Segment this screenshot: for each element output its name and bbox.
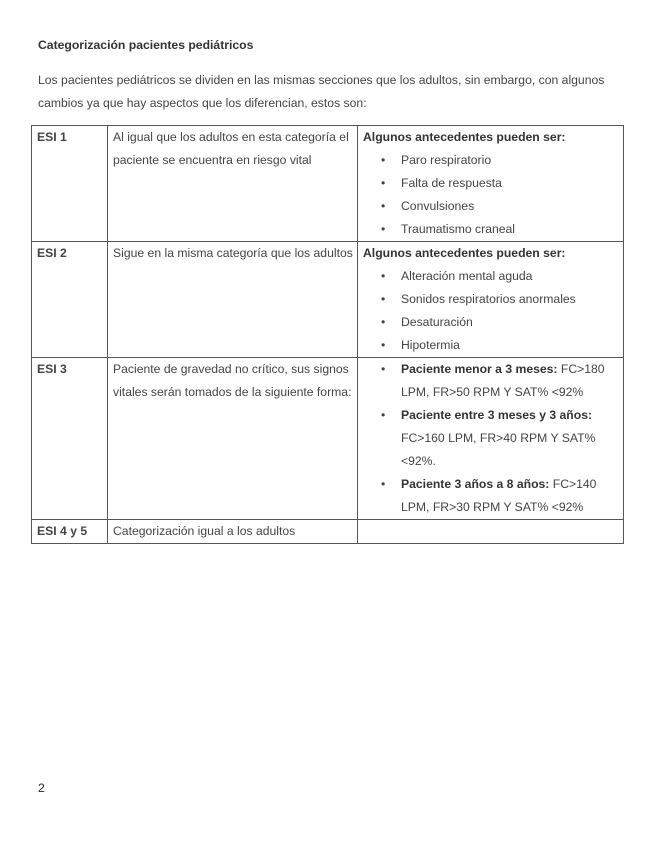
- list-item: [363, 358, 619, 404]
- antecedents-title: Algunos antecedentes pueden ser:: [363, 246, 566, 260]
- table-row: [32, 358, 624, 520]
- list-item: • Desaturación: [363, 311, 619, 334]
- esi-antecedents-empty: [358, 520, 624, 544]
- page-number: 2: [38, 781, 45, 795]
- antecedents-list: [363, 265, 619, 357]
- table-row: [32, 126, 624, 242]
- bullet-icon: •: [381, 408, 386, 422]
- list-item: [363, 404, 619, 473]
- list-item: • Alteración mental aguda: [363, 265, 619, 288]
- page-title: Categorización pacientes pediátricos: [38, 38, 254, 52]
- list-item: [363, 473, 619, 519]
- esi-level: ESI 2: [32, 242, 108, 358]
- list-item: • Traumatismo craneal: [363, 218, 619, 241]
- intro-paragraph: Los pacientes pediátricos se dividen en las mismas secciones que los adultos, sin embargo, con algunos cambios ya que hay aspectos que los diferencian, estos son:: [38, 73, 605, 110]
- esi-description: Al igual que los adultos en esta categoría el paciente se encuentra en riesgo vital: [108, 126, 358, 242]
- vitals-value: FC>140 LPM, FR>30 RPM Y SAT% <92%: [401, 477, 597, 514]
- table-row: [32, 520, 624, 544]
- list-item: • Sonidos respiratorios anormales: [363, 288, 619, 311]
- bullet-icon: •: [381, 338, 386, 352]
- list-item: • Paro respiratorio: [363, 149, 619, 172]
- bullet-icon: •: [381, 269, 386, 283]
- list-item: • Convulsiones: [363, 195, 619, 218]
- vitals-label: Paciente menor a 3 meses:: [401, 362, 558, 376]
- table-row: [32, 242, 624, 358]
- list-item: • Falta de respuesta: [363, 172, 619, 195]
- esi-table: [31, 125, 624, 544]
- esi-level: ESI 1: [32, 126, 108, 242]
- esi-level: ESI 4 y 5: [32, 520, 108, 544]
- bullet-icon: •: [381, 477, 386, 491]
- esi-antecedents: [358, 242, 624, 358]
- bullet-icon: •: [381, 176, 386, 190]
- vitals-label: Paciente 3 años a 8 años:: [401, 477, 550, 491]
- bullet-icon: •: [381, 362, 386, 376]
- bullet-icon: •: [381, 199, 386, 213]
- bullet-icon: •: [381, 315, 386, 329]
- vitals-label: Paciente entre 3 meses y 3 años:: [401, 408, 593, 422]
- esi-antecedents: [358, 126, 624, 242]
- esi-description: Paciente de gravedad no crítico, sus signos vitales serán tomados de la siguiente forma:: [108, 358, 358, 520]
- esi-vitals: [358, 358, 624, 520]
- vitals-value: FC>180 LPM, FR>50 RPM Y SAT% <92%: [401, 362, 605, 399]
- bullet-icon: •: [381, 222, 386, 236]
- esi-level: ESI 3: [32, 358, 108, 520]
- bullet-icon: •: [381, 153, 386, 167]
- esi-description: Sigue en la misma categoría que los adultos: [108, 242, 358, 358]
- vitals-list: [363, 358, 619, 519]
- bullet-icon: •: [381, 292, 386, 306]
- list-item: • Hipotermia: [363, 334, 619, 357]
- antecedents-title: Algunos antecedentes pueden ser:: [363, 130, 566, 144]
- vitals-value: FC>160 LPM, FR>40 RPM Y SAT% <92%.: [401, 431, 596, 468]
- esi-description: Categorización igual a los adultos: [108, 520, 358, 544]
- antecedents-list: [363, 149, 619, 241]
